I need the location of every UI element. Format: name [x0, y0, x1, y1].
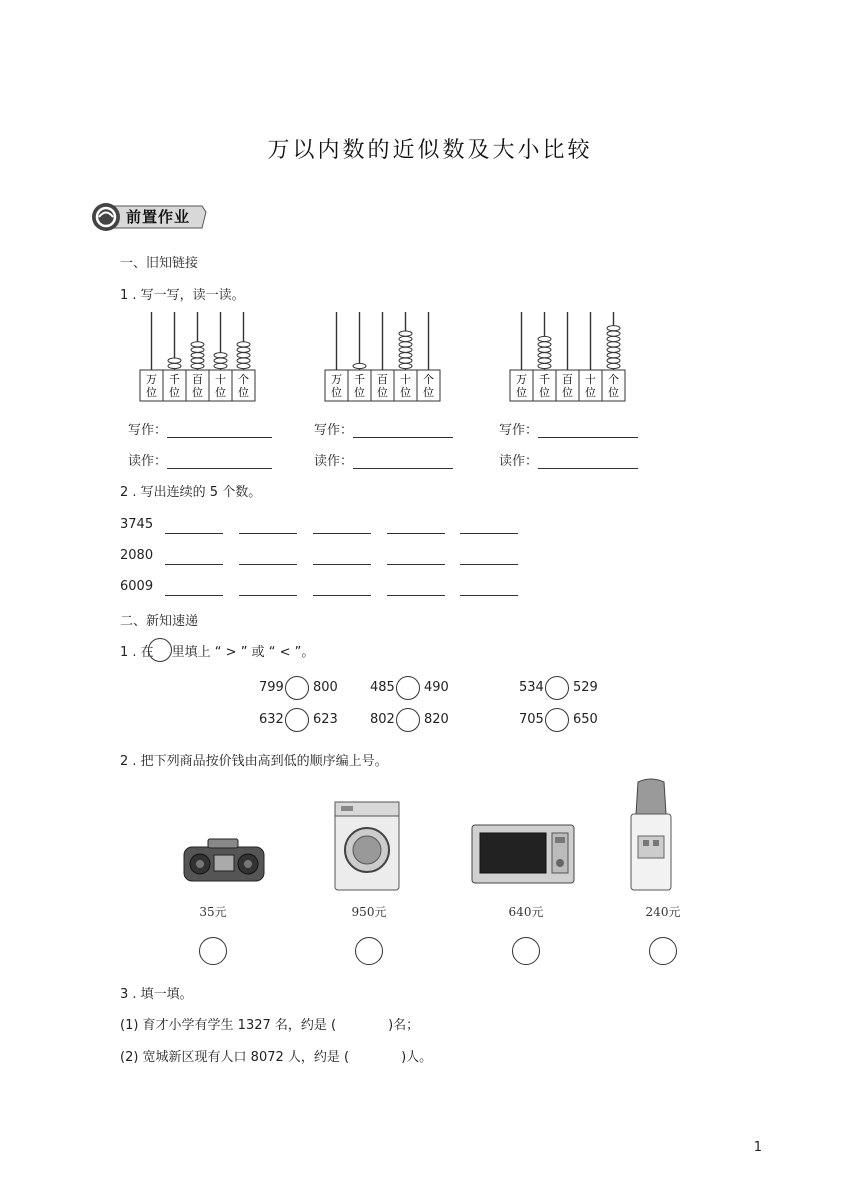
compare-left: 799 — [259, 680, 284, 695]
abacus-bead — [607, 342, 620, 347]
abacus-bead — [214, 358, 227, 363]
write-row-2 — [314, 419, 453, 438]
read-blank[interactable] — [167, 454, 272, 469]
place-label: 万 — [331, 373, 342, 386]
number-blank[interactable] — [313, 594, 371, 596]
read-blank[interactable] — [538, 454, 638, 469]
compare-right: 800 — [313, 680, 338, 695]
compare-left: 485 — [370, 680, 395, 695]
place-label: 百 — [562, 373, 573, 386]
place-label: 十 — [585, 373, 596, 386]
abacus-bead — [399, 336, 412, 341]
place-label: 位 — [423, 386, 434, 399]
price-label: 35元 — [199, 905, 227, 919]
write-label: 写作： — [314, 423, 354, 438]
compare-circle[interactable] — [396, 708, 420, 732]
compare-circle[interactable] — [545, 708, 569, 732]
place-label: 百 — [377, 373, 388, 386]
number-blank[interactable] — [387, 594, 445, 596]
start-number: 6009 — [120, 579, 154, 594]
compare-circle[interactable] — [285, 676, 309, 700]
compare-right: 490 — [424, 680, 449, 695]
rank-circle[interactable] — [512, 937, 540, 965]
abacus-bead — [214, 363, 227, 368]
abacus-bead — [399, 347, 412, 352]
write-label: 写作： — [499, 423, 539, 438]
abacus-bead — [538, 363, 551, 368]
place-label: 位 — [331, 386, 342, 399]
page-number: 1 — [753, 1140, 762, 1155]
start-number: 2080 — [120, 548, 154, 563]
number-blank[interactable] — [460, 594, 518, 596]
number-blank[interactable] — [165, 532, 223, 534]
place-label: 个 — [238, 373, 249, 386]
compare-left: 802 — [370, 712, 395, 727]
p2-q1-before: 1 . 在 — [120, 645, 154, 660]
abacus-bead — [607, 363, 620, 368]
place-label: 位 — [539, 386, 550, 399]
abacus-bead — [191, 347, 204, 352]
place-label: 位 — [354, 386, 365, 399]
place-label: 位 — [238, 386, 249, 399]
number-blank[interactable] — [165, 594, 223, 596]
place-label: 位 — [562, 386, 573, 399]
part1-heading: 一、旧知链接 — [120, 256, 199, 271]
price-label: 640元 — [508, 905, 544, 919]
place-label: 位 — [400, 386, 411, 399]
compare-circle[interactable] — [545, 676, 569, 700]
sample-circle-icon — [148, 638, 172, 662]
place-label: 位 — [608, 386, 619, 399]
compare-right: 529 — [573, 680, 598, 695]
rank-circle[interactable] — [649, 937, 677, 965]
write-blank[interactable] — [353, 423, 453, 438]
compare-right: 650 — [573, 712, 598, 727]
number-blank[interactable] — [313, 532, 371, 534]
rank-circle[interactable] — [199, 937, 227, 965]
place-label: 千 — [169, 373, 180, 386]
read-row-2 — [314, 450, 453, 469]
place-label: 位 — [215, 386, 226, 399]
abacus-3 — [508, 310, 628, 405]
sentence-1-after: )名； — [388, 1018, 420, 1033]
write-label: 写作： — [128, 423, 168, 438]
write-row-1 — [128, 419, 272, 438]
abacus-bead — [538, 336, 551, 341]
abacus-bead — [168, 358, 181, 363]
compare-left: 705 — [519, 712, 544, 727]
price-label: 240元 — [645, 905, 681, 919]
p2-q1-text — [120, 641, 314, 662]
write-row-3 — [499, 419, 638, 438]
abacus-bead — [237, 358, 250, 363]
rank-circle[interactable] — [355, 937, 383, 965]
p2-q2-text: 2 . 把下列商品按价钱由高到低的顺序编上号。 — [120, 754, 388, 769]
q2-text: 2 . 写出连续的 5 个数。 — [120, 485, 262, 500]
abacus-bead — [191, 353, 204, 358]
compare-circle[interactable] — [396, 676, 420, 700]
place-label: 位 — [169, 386, 180, 399]
abacus-2 — [323, 310, 443, 405]
read-row-3 — [499, 450, 638, 469]
write-blank[interactable] — [167, 423, 272, 438]
compare-right: 820 — [424, 712, 449, 727]
abacus-bead — [353, 363, 366, 368]
q1-text: 1 . 写一写，读一读。 — [120, 288, 245, 303]
place-label: 个 — [608, 373, 619, 386]
place-label: 万 — [516, 373, 527, 386]
compare-left: 632 — [259, 712, 284, 727]
abacus-bead — [538, 353, 551, 358]
number-blank[interactable] — [313, 563, 371, 565]
radio-cassette-icon — [180, 835, 268, 885]
start-number: 3745 — [120, 517, 154, 532]
place-label: 位 — [516, 386, 527, 399]
number-blank[interactable] — [460, 563, 518, 565]
place-label: 千 — [539, 373, 550, 386]
abacus-bead — [399, 358, 412, 363]
place-label: 位 — [146, 386, 157, 399]
place-label: 个 — [423, 373, 434, 386]
abacus-bead — [191, 358, 204, 363]
write-blank[interactable] — [538, 423, 638, 438]
abacus-bead — [237, 342, 250, 347]
fill-sentence-2 — [120, 1046, 432, 1065]
price-label: 950元 — [351, 905, 387, 919]
read-blank[interactable] — [353, 454, 453, 469]
abacus-bead — [168, 363, 181, 368]
abacus-bead — [191, 342, 204, 347]
sentence-2-after: )人。 — [401, 1050, 433, 1065]
badge-label: 前置作业 — [126, 208, 191, 226]
compare-circle[interactable] — [285, 708, 309, 732]
abacus-bead — [538, 342, 551, 347]
read-label: 读作： — [314, 454, 354, 469]
read-label: 读作： — [128, 454, 168, 469]
number-blank[interactable] — [165, 563, 223, 565]
abacus-bead — [607, 336, 620, 341]
place-label: 万 — [146, 373, 157, 386]
place-label: 百 — [192, 373, 203, 386]
abacus-bead — [538, 358, 551, 363]
read-label: 读作： — [499, 454, 539, 469]
part2-heading: 二、新知速递 — [120, 614, 199, 629]
place-label: 十 — [215, 373, 226, 386]
p2-q3-text: 3 . 填一填。 — [120, 987, 193, 1002]
number-blank[interactable] — [239, 594, 297, 596]
number-blank[interactable] — [387, 563, 445, 565]
abacus-bead — [191, 363, 204, 368]
compare-right: 623 — [313, 712, 338, 727]
abacus-1 — [138, 310, 258, 405]
water-dispenser-icon — [626, 778, 676, 892]
abacus-bead — [399, 331, 412, 336]
place-label: 位 — [585, 386, 596, 399]
sentence-1-before: (1) 育才小学有学生 1327 名，约是 ( — [120, 1018, 337, 1033]
abacus-bead — [214, 353, 227, 358]
compare-left: 534 — [519, 680, 544, 695]
place-label: 位 — [377, 386, 388, 399]
washing-machine-icon — [333, 800, 401, 893]
abacus-bead — [607, 353, 620, 358]
abacus-bead — [237, 353, 250, 358]
abacus-bead — [399, 342, 412, 347]
fill-sentence-1 — [120, 1014, 419, 1033]
place-label: 位 — [192, 386, 203, 399]
page-title: 万以内数的近似数及大小比较 — [267, 138, 593, 163]
abacus-bead — [607, 358, 620, 363]
microwave-icon — [470, 823, 576, 885]
abacus-bead — [399, 363, 412, 368]
abacus-bead — [237, 363, 250, 368]
number-blank[interactable] — [460, 532, 518, 534]
section-badge — [90, 200, 208, 234]
read-row-1 — [128, 450, 272, 469]
abacus-bead — [538, 347, 551, 352]
place-label: 十 — [400, 373, 411, 386]
abacus-bead — [607, 347, 620, 352]
p2-q1-after: 里填上 “ > ” 或 “ < ”。 — [171, 645, 315, 660]
abacus-bead — [399, 353, 412, 358]
number-blank[interactable] — [387, 532, 445, 534]
abacus-bead — [607, 331, 620, 336]
sentence-2-before: (2) 宽城新区现有人口 8072 人，约是 ( — [120, 1050, 350, 1065]
number-blank[interactable] — [239, 532, 297, 534]
number-blank[interactable] — [239, 563, 297, 565]
abacus-bead — [237, 347, 250, 352]
place-label: 千 — [354, 373, 365, 386]
abacus-bead — [607, 326, 620, 331]
